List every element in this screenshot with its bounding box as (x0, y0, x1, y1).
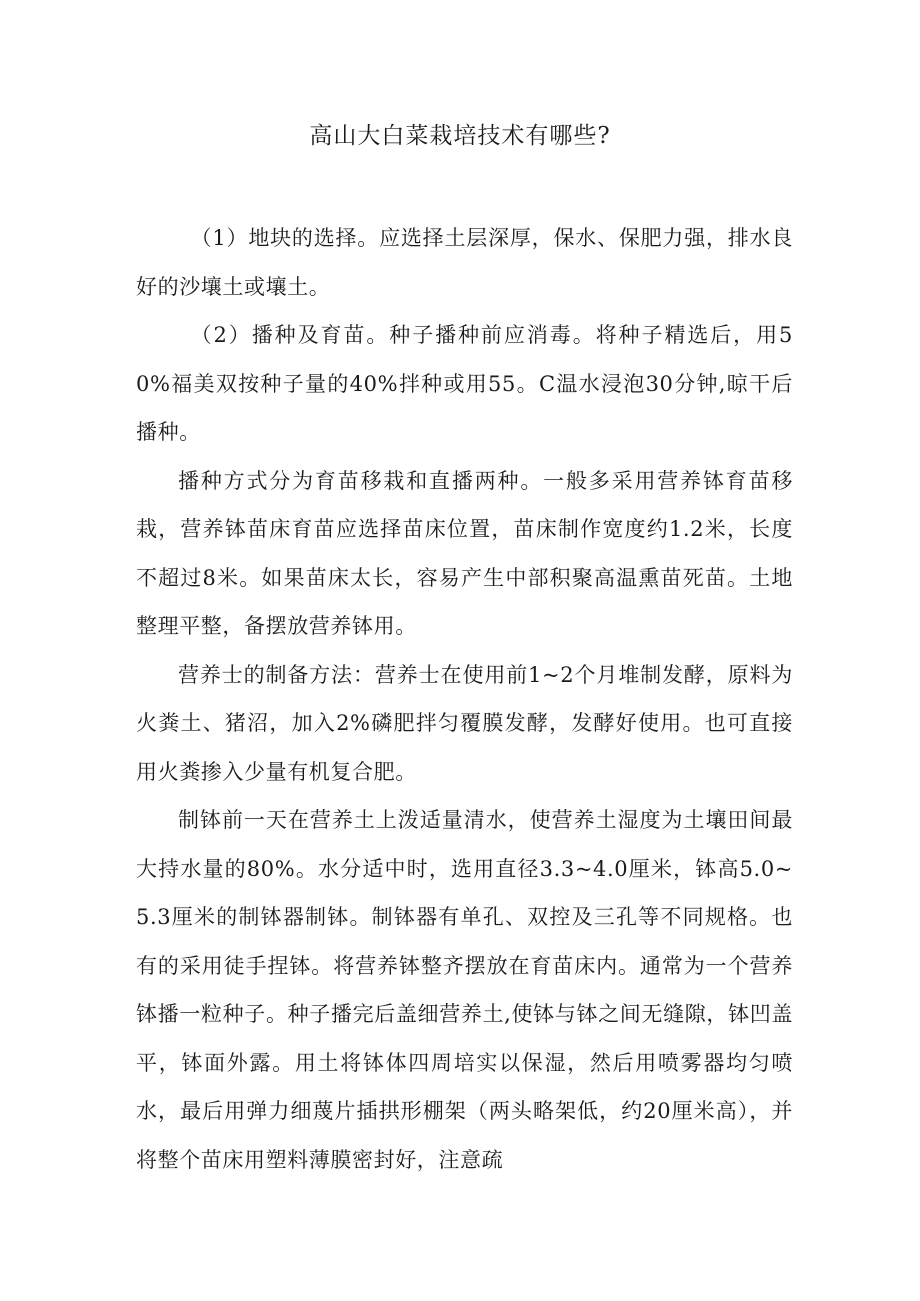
paragraph-bowl-making: 制钵前一天在营养土上泼适量清水，使营养土湿度为土壤田间最大持水量的80%。水分适中时，选用直径3.3~4.0厘米，钵高5.0~5.3厘米的制钵器制钵。制钵器有单孔、双控及三孔等不同规格。也有的采用徒手捏钵。将营养钵整齐摆放在育苗床内。通常为一个营养钵播一粒种子。种子播完后盖细营养土,使钵与钵之间无缝隙，钵凹盖平，钵面外露。用土将钵体四周培实以保湿，然后用喷雾器均匀喷水，最后用弹力细蔑片插拱形棚架（两头略架低，约20厘米高），并将整个苗床用塑料薄膜密封好，注意疏 (136, 808, 793, 1172)
paragraph-nutrient-soil: 营养士的制备方法：营养士在使用前1~2个月堆制发酵，原料为火粪土、猪沼，加入2%磷肥拌匀覆膜发酵，发酵好使用。也可直接用火粪掺入少量有机复合肥。 (136, 662, 793, 784)
paragraph-sowing-methods: 播种方式分为育苗移栽和直播两种。一般多采用营养钵育苗移栽，营养钵苗床育苗应选择苗床位置，苗床制作宽度约1.2米，长度不超过8米。如果苗床太长，容易产生中部积聚高温熏苗死苗。土地整理平整，备摆放营养钵用。 (136, 468, 793, 638)
paragraph-plot-selection: （1）地块的选择。应选择土层深厚，保水、保肥力强，排水良好的沙壤土或壤土。 (136, 226, 793, 299)
document-body (136, 214, 793, 1184)
paragraph-sowing-seedling: （2）播种及育苗。种子播种前应消毒。将种子精选后，用50%福美双按种子量的40%拌种或用55。C温水浸泡30分钟,晾干后播种。 (136, 323, 793, 444)
document-title: 高山大白菜栽培技术有哪些? (309, 123, 611, 149)
